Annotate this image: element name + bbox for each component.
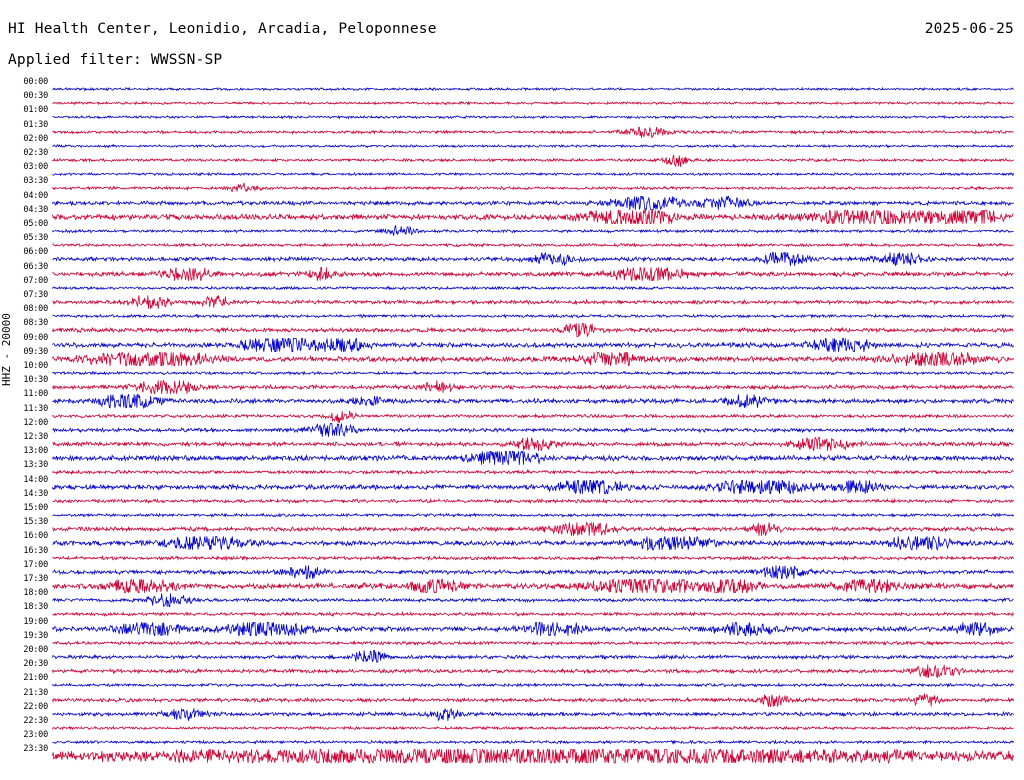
trace-time-label: 19:30: [23, 630, 48, 641]
trace-time-label: 02:30: [23, 148, 48, 158]
trace-waveform: [52, 565, 1014, 579]
trace-row: [23, 446, 1014, 465]
trace-waveform: [52, 678, 1014, 692]
trace-waveform: [52, 693, 1014, 707]
trace-row: [23, 531, 1014, 550]
trace-row: [23, 645, 1014, 664]
trace-time-label: 02:00: [23, 133, 48, 144]
trace-waveform: [52, 110, 1014, 124]
y-axis-label-text: HHZ - 20000: [0, 313, 13, 386]
trace-time-label: 10:30: [23, 375, 48, 386]
trace-time-label: 18:00: [23, 588, 48, 599]
trace-row: [23, 318, 1014, 337]
trace-waveform: [52, 139, 1014, 153]
trace-time-label: 04:00: [23, 190, 48, 201]
trace-time-label: 23:00: [23, 730, 48, 741]
trace-waveform: [52, 494, 1014, 508]
trace-time-label: 20:30: [23, 659, 48, 670]
trace-waveform: [52, 224, 1014, 238]
trace-time-label: 08:00: [23, 304, 48, 315]
trace-waveform: [52, 295, 1014, 309]
trace-time-label: 01:30: [23, 119, 48, 130]
chart-header: [0, 0, 1024, 76]
trace-time-label: 16:30: [23, 545, 48, 556]
trace-waveform: [52, 622, 1014, 636]
trace-row: [23, 219, 1014, 238]
trace-waveform: [52, 437, 1014, 451]
trace-waveform: [52, 323, 1014, 337]
trace-time-label: 09:30: [23, 346, 48, 357]
trace-time-label: 10:00: [23, 361, 48, 371]
trace-waveform: [52, 664, 1014, 678]
trace-time-label: 07:00: [23, 275, 48, 286]
trace-waveform: [52, 480, 1014, 494]
trace-row: [23, 247, 1014, 266]
trace-waveform: [52, 181, 1014, 195]
trace-waveform: [52, 579, 1014, 593]
trace-waveform: [52, 196, 1014, 210]
trace-row: [23, 233, 1014, 252]
trace-waveform: [52, 636, 1014, 650]
trace-waveform: [52, 252, 1014, 266]
trace-waveform: [52, 735, 1014, 749]
trace-waveform: [52, 394, 1014, 408]
trace-row: [23, 304, 1014, 323]
trace-waveform: [52, 650, 1014, 664]
trace-row: [23, 290, 1014, 309]
trace-time-label: 21:30: [23, 687, 48, 698]
trace-time-label: 13:30: [23, 460, 48, 471]
trace-time-label: 01:00: [23, 105, 48, 116]
trace-time-label: 14:30: [23, 488, 48, 499]
trace-time-label: 05:00: [23, 219, 48, 229]
trace-row: [23, 673, 1014, 692]
trace-waveform: [52, 96, 1014, 110]
trace-time-label: 20:00: [23, 645, 48, 655]
trace-time-label: 18:30: [23, 602, 48, 613]
trace-time-label: 17:00: [23, 559, 48, 570]
trace-row: [23, 77, 1014, 96]
trace-row: [23, 105, 1014, 124]
trace-row: [23, 389, 1014, 408]
trace-row: [23, 375, 1014, 394]
trace-time-label: 23:30: [23, 744, 48, 755]
trace-row: [23, 588, 1014, 607]
trace-waveform: [52, 267, 1014, 281]
trace-waveform: [52, 281, 1014, 295]
trace-waveform: [52, 451, 1014, 465]
trace-time-label: 11:00: [23, 389, 48, 400]
trace-time-label: 11:30: [23, 403, 48, 414]
trace-time-label: 06:00: [23, 247, 48, 258]
record-date: 2025-06-25: [924, 21, 1014, 37]
trace-row: [23, 517, 1014, 536]
trace-time-label: 08:30: [23, 318, 48, 329]
trace-time-label: 21:00: [23, 673, 48, 684]
trace-waveform: [52, 338, 1014, 352]
trace-waveform: [52, 125, 1014, 139]
trace-waveform: [52, 465, 1014, 479]
trace-waveform: [52, 508, 1014, 522]
trace-waveform: [52, 153, 1014, 167]
trace-waveform: [52, 607, 1014, 621]
trace-waveform: [52, 593, 1014, 607]
trace-waveform: [52, 409, 1014, 423]
trace-waveform: [52, 536, 1014, 550]
trace-time-label: 19:00: [23, 616, 48, 627]
trace-row: [23, 716, 1014, 735]
trace-waveform: [52, 749, 1014, 763]
trace-time-label: 17:30: [23, 574, 48, 584]
trace-waveform: [52, 423, 1014, 437]
trace-time-label: 05:30: [23, 233, 48, 244]
trace-row: [23, 432, 1014, 451]
applied-filter-label: Applied filter: WWSSN-SP: [8, 52, 223, 68]
trace-time-label: 07:30: [23, 290, 48, 300]
trace-time-label: 04:30: [23, 204, 48, 215]
trace-waveform: [52, 380, 1014, 394]
trace-time-label: 00:00: [23, 77, 48, 87]
trace-row: [23, 176, 1014, 195]
trace-time-label: 15:30: [23, 517, 48, 528]
trace-waveform: [52, 210, 1014, 224]
trace-waveform: [52, 167, 1014, 181]
trace-time-label: 14:00: [23, 474, 48, 485]
trace-row: [23, 148, 1014, 167]
trace-waveform: [52, 522, 1014, 536]
trace-time-label: 00:30: [23, 91, 48, 102]
trace-time-label: 06:30: [23, 261, 48, 272]
trace-waveform: [52, 707, 1014, 721]
trace-time-label: 03:00: [23, 162, 48, 173]
trace-time-label: 22:30: [23, 716, 48, 726]
trace-row: [23, 659, 1014, 678]
trace-time-label: 16:00: [23, 531, 48, 542]
trace-time-label: 12:30: [23, 432, 48, 442]
trace-waveform: [52, 309, 1014, 323]
trace-time-label: 15:00: [23, 503, 48, 513]
trace-time-label: 12:00: [23, 417, 48, 428]
trace-waveform: [52, 551, 1014, 565]
trace-time-label: 22:00: [23, 701, 48, 712]
trace-row: [23, 503, 1014, 522]
trace-waveform: [52, 352, 1014, 366]
trace-row: [23, 91, 1014, 110]
trace-row: [23, 744, 1014, 763]
helicorder-plot: [23, 77, 1014, 766]
trace-row: [23, 574, 1014, 593]
trace-waveform: [52, 82, 1014, 96]
trace-time-label: 03:30: [23, 176, 48, 187]
trace-time-label: 09:00: [23, 332, 48, 343]
trace-row: [23, 361, 1014, 380]
trace-row: [23, 162, 1014, 181]
trace-row: [23, 730, 1014, 749]
trace-waveform: [52, 366, 1014, 380]
trace-waveform: [52, 721, 1014, 735]
trace-time-label: 13:00: [23, 446, 48, 457]
trace-waveform: [52, 238, 1014, 252]
trace-row: [23, 460, 1014, 479]
page-title: HI Health Center, Leonidio, Arcadia, Peloponnese: [8, 21, 437, 37]
trace-row: [23, 602, 1014, 621]
